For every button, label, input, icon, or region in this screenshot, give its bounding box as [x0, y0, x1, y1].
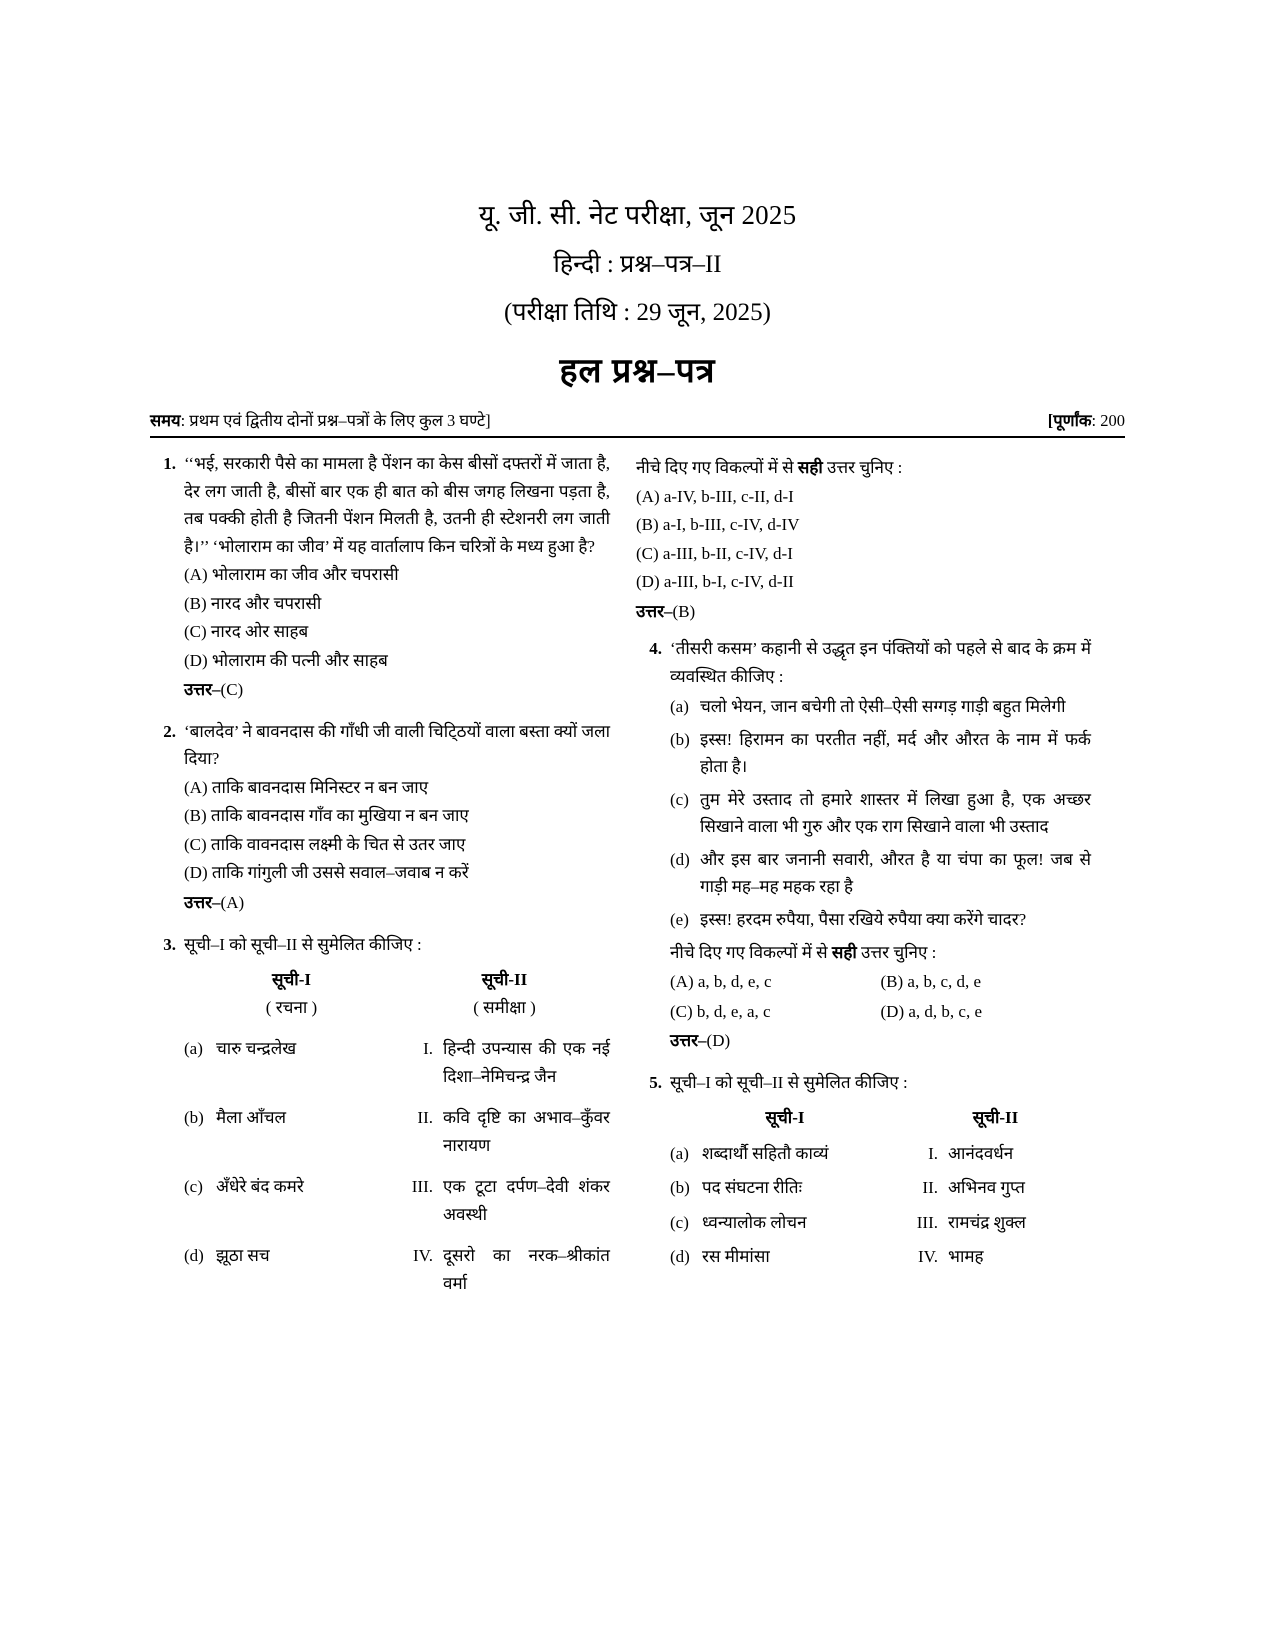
- row-number: IV.: [918, 1247, 938, 1267]
- question-4-option-a[interactable]: (A) a, b, d, e, c: [670, 972, 772, 992]
- question-4-choose-line: [670, 939, 1091, 967]
- row-right-text: रामचंद्र शुक्ल: [948, 1212, 1026, 1232]
- row-label: (b): [184, 1108, 204, 1128]
- question-1-option-a[interactable]: (A) भोलाराम का जीव और चपरासी: [184, 565, 399, 585]
- list-2-subheading: ( समीक्षा ): [473, 997, 536, 1017]
- question-4-options: [670, 966, 1091, 1025]
- question-3-continued: [636, 454, 1091, 625]
- row-left-text: रस मीमांसा: [702, 1247, 770, 1267]
- list-item: [670, 786, 1091, 841]
- table-row: [670, 1174, 1091, 1202]
- question-5-number: 5.: [649, 1072, 662, 1092]
- table-row: [670, 1140, 1091, 1168]
- time-value: : प्रथम एवं द्वितीय दोनों प्रश्न–पत्रों के लिए कुल 3 घण्टे]: [180, 411, 491, 430]
- row-left-text: चारु चन्द्रलेख: [216, 1039, 297, 1059]
- row-left-text: मैला आँचल: [216, 1108, 287, 1128]
- choose-bold: सही: [831, 942, 857, 962]
- page-title: हल प्रश्न–पत्र: [559, 353, 716, 390]
- choose-suffix: उत्तर चुनिए :: [822, 458, 903, 477]
- question-4-option-b[interactable]: (B) a, b, c, d, e: [880, 972, 982, 992]
- table-row: [184, 1242, 610, 1297]
- question-1-answer: [184, 676, 610, 704]
- table-row: [670, 1243, 1091, 1271]
- table-row: [184, 1173, 610, 1228]
- list-1-heading: सूची-I: [765, 1108, 805, 1128]
- answer-label: उत्तर–: [636, 601, 673, 621]
- choose-suffix: उत्तर चुनिए :: [856, 942, 937, 962]
- question-2-text: ‘बालदेव’ ने बावनदास की गाँधी जी वाली चिटि्ठयों वाला बस्ता क्यों जला दिया?: [184, 721, 610, 769]
- list-2-heading: सूची-II: [481, 970, 528, 990]
- answer-label: उत्तर–: [184, 892, 221, 912]
- question-5-match-table: [670, 1104, 1091, 1271]
- row-number: III.: [411, 1177, 433, 1197]
- question-4-text: ‘तीसरी कसम’ कहानी से उद्धृत इन पंक्तियों को पहले से बाद के क्रम में व्यवस्थित कीजिए :: [670, 639, 1091, 686]
- match-table-header: [670, 1104, 1091, 1132]
- list-item: [670, 726, 1091, 781]
- row-left-text: पद संघटना रीतिः: [702, 1178, 803, 1198]
- question-5: [636, 1069, 1091, 1278]
- question-3-option-b[interactable]: (B) a-I, b-III, c-IV, d-IV: [636, 515, 800, 535]
- row-label: (b): [670, 1178, 690, 1198]
- question-2-answer: [184, 889, 610, 917]
- row-number: III.: [916, 1212, 938, 1232]
- paper-name: हिन्दी : प्रश्न–पत्र–II: [553, 251, 722, 278]
- item-text: चलो भेयन, जान बचेगी तो ऐसी–ऐसी सग्गड़ गाड़ी बहुत मिलेगी: [700, 697, 1066, 717]
- question-1-text: ‘‘भई, सरकारी पैसे का मामला है पेंशन का केस बीसों दफ्तरों में जाता है, देर लग जाती है, बीसों बार एक ही बात को बीस जगह लिखना पड़ता है, तब पक्की होती है जितनी पेंशन मिलती है, उतनी ही स्टेशनरी लग जाती है।’’ ‘भोलाराम का जीव’ में यह वार्तालाप किन चरित्रों के मध्य हुआ है?: [184, 454, 610, 556]
- row-number: IV.: [413, 1246, 433, 1266]
- item-label: (a): [670, 697, 689, 717]
- question-2-number: 2.: [163, 721, 176, 741]
- row-right-text: हिन्दी उपन्यास की एक नई दिशा–नेमिचन्द्र जैन: [443, 1039, 610, 1086]
- exam-date: (परीक्षा तिथि : 29 जून, 2025): [504, 299, 771, 326]
- row-label: (d): [670, 1247, 690, 1267]
- question-1-option-b[interactable]: (B) नारद और चपरासी: [184, 593, 322, 613]
- question-3-answer: [636, 598, 1091, 626]
- question-4-answer-value: (D): [706, 1031, 731, 1051]
- list-1-subheading: ( रचना ): [265, 997, 318, 1017]
- question-3-number: 3.: [163, 934, 176, 954]
- row-left-text: ध्वन्यालोक लोचन: [702, 1212, 807, 1232]
- row-number: I.: [423, 1039, 433, 1059]
- row-left-text: अँधेरे बंद कमरे: [216, 1177, 304, 1197]
- two-column-body: [150, 450, 1125, 1309]
- item-label: (d): [670, 849, 690, 869]
- question-3-choose-line: [636, 454, 1091, 482]
- item-label: (c): [670, 789, 689, 809]
- item-text: तुम मेरे उस्ताद तो हमारे शास्तर में लिखा हुआ है, एक अच्छर सिखाने वाला भी गुरु और एक राग सिखाने वाला भी उस्ताद: [700, 789, 1091, 837]
- question-4-number: 4.: [649, 639, 662, 659]
- question-1-option-d[interactable]: (D) भोलाराम की पत्नी और साहब: [184, 650, 388, 670]
- row-right-text: कवि दृष्टि का अभाव–कुँवर नारायण: [443, 1108, 610, 1155]
- marks-value: : 200: [1091, 411, 1125, 430]
- question-2-option-d[interactable]: (D) ताकि गांगुली जी उससे सवाल–जवाब न करें: [184, 863, 469, 883]
- row-label: (a): [184, 1039, 203, 1059]
- choose-bold: सही: [797, 458, 823, 477]
- question-4: [636, 635, 1091, 1064]
- table-row: [184, 1104, 610, 1159]
- question-2-option-a[interactable]: (A) ताकि बावनदास मिनिस्टर न बन जाए: [184, 777, 429, 797]
- question-3-option-c[interactable]: (C) a-III, b-II, c-IV, d-I: [636, 543, 793, 563]
- list-1-heading: सूची-I: [272, 970, 311, 990]
- question-1: [150, 450, 610, 714]
- question-2: [150, 718, 610, 927]
- row-right-text: अभिनव गुप्त: [948, 1178, 1025, 1198]
- question-1-number: 1.: [163, 454, 176, 473]
- exam-meta: [150, 408, 1125, 438]
- list-item: [670, 693, 1091, 721]
- row-number: II.: [417, 1108, 433, 1128]
- marks-info: [1048, 408, 1125, 431]
- page-header: [150, 195, 1125, 392]
- row-right-text: एक टूटा दर्पण–देवी शंकर अवस्थी: [443, 1177, 610, 1224]
- list-2-heading: सूची-II: [972, 1108, 1019, 1128]
- left-column: [150, 450, 610, 1309]
- question-2-option-c[interactable]: (C) ताकि वावनदास लक्ष्मी के चित से उतर जाए: [184, 834, 466, 854]
- question-3-answer-value: (B): [672, 601, 696, 621]
- time-info: [150, 408, 491, 431]
- row-label: (c): [670, 1212, 689, 1232]
- question-2-option-b[interactable]: (B) ताकि बावनदास गाँव का मुखिया न बन जाए: [184, 806, 469, 826]
- row-left-text: शब्दार्थौ सहितौ काव्यं: [702, 1143, 829, 1163]
- item-label: (b): [670, 729, 690, 749]
- table-row: [670, 1209, 1091, 1237]
- question-5-text: सूची–I को सूची–II से सुमेलित कीजिए :: [670, 1072, 908, 1092]
- question-4-items: [670, 693, 1091, 933]
- question-4-option-d[interactable]: (D) a, d, b, c, e: [880, 1001, 982, 1021]
- choose-prefix: नीचे दिए गए विकल्पों में से: [636, 458, 798, 477]
- exam-name: यू. जी. सी. नेट परीक्षा, जून 2025: [478, 200, 797, 230]
- row-right-text: भामह: [948, 1247, 984, 1267]
- row-number: I.: [928, 1143, 938, 1163]
- choose-prefix: नीचे दिए गए विकल्पों में से: [670, 942, 832, 962]
- question-4-option-c[interactable]: (C) b, d, e, a, c: [670, 1001, 771, 1021]
- list-item: [670, 846, 1091, 901]
- item-text: इस्स! हरदम रुपैया, पैसा रखिये रुपैया क्या करेंगे चादर?: [700, 909, 1027, 929]
- marks-label: [पूर्णांक: [1047, 411, 1092, 430]
- item-text: इस्स! हिरामन का परतीत नहीं, मर्द और औरत के नाम में फर्क होता है।: [700, 729, 1091, 777]
- question-3-match-table: [184, 966, 610, 1297]
- answer-label: उत्तर–: [670, 1031, 707, 1051]
- question-3-text: सूची–I को सूची–II से सुमेलित कीजिए :: [184, 934, 422, 954]
- row-label: (a): [670, 1143, 689, 1163]
- row-label: (d): [184, 1246, 204, 1266]
- question-1-option-c[interactable]: (C) नारद ओर साहब: [184, 622, 309, 642]
- question-3: [150, 931, 610, 1306]
- match-table-header: [184, 966, 610, 1021]
- question-2-answer-value: (A): [220, 892, 245, 912]
- row-right-text: दूसरो का नरक–श्रीकांत वर्मा: [443, 1246, 610, 1293]
- row-label: (c): [184, 1177, 203, 1197]
- row-right-text: आनंदवर्धन: [948, 1143, 1014, 1163]
- row-left-text: झूठा सच: [216, 1246, 270, 1266]
- right-column: [636, 450, 1091, 1309]
- answer-label: उत्तर–: [184, 680, 221, 700]
- item-text: और इस बार जनानी सवारी, औरत है या चंपा का फूल! जब से गाड़ी मह–मह महक रहा है: [700, 849, 1091, 897]
- row-number: II.: [922, 1178, 938, 1198]
- question-3-option-a[interactable]: (A) a-IV, b-III, c-II, d-I: [636, 486, 794, 506]
- question-1-answer-value: (C): [220, 680, 244, 700]
- table-row: [184, 1035, 610, 1090]
- question-3-option-d[interactable]: (D) a-III, b-I, c-IV, d-II: [636, 572, 794, 592]
- list-item: [670, 906, 1091, 934]
- time-label: समय: [150, 411, 181, 430]
- question-4-answer: [670, 1027, 1091, 1055]
- item-label: (e): [670, 909, 689, 929]
